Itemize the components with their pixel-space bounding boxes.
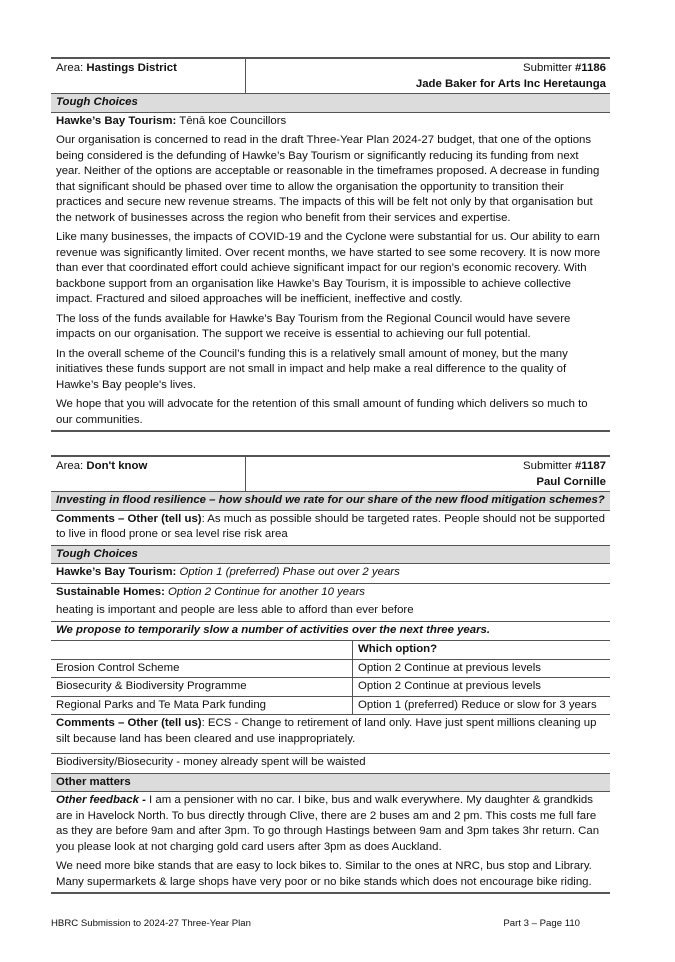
submitter-cell: Submitter #1187 Paul Cornille <box>523 460 606 488</box>
footer-title: HBRC Submission to 2024-27 Three-Year Plan <box>51 918 251 929</box>
other-feedback: Other feedback - I am a pensioner with no car. I bike, bus and walk everywhere. My daughter & grandkids are in Havelock North. To bus directly through Clive, there are 2 buses am and 2 pm. This costs me full fare as they are before 9am and after 3pm. To go through Hastings between 9am and 3pm takes 3hr return. Can you please look at not charging gold card users after 3pm as does Auckland. We need more bike stands that are easy to lock bikes to. Similar to the ones at NRC, bus stop and Library. Many supermarkets & large shops have very poor or no bike stands which does not encourage bike riding. <box>51 792 610 894</box>
paragraph: Our organisation is concerned to read in the draft Three-Year Plan 2024-27 budget, that one of the options being considered is the defunding of Hawke’s Bay Tourism or significantly reducing its funding from next year. Neither of the options are acceptable or reasonable in the timeframes proposed. A decrease in funding that significant should be phased over time to allow the organisation the opportunity to transition their practices and secure new revenue streams. The impacts of this will be felt not only by that organisation but the network of businesses across the region who benefit from their services and expertise. <box>56 134 600 224</box>
hbt-submission-text: Hawke’s Bay Tourism: Tēnā koe Councillors Our organisation is concerned to read in the draft Three-Year Plan 2024-27 budget, that one of the options being considered is the defunding of Hawke’s Bay Tourism or significantly reducing its funding from next year. Neither of the options are acceptable or reasonable in the timeframes proposed. A decrease in funding that significant should be phased over time to allow the organisation the opportunity to transition their practices and secure new revenue streams. The impacts of this will be felt not only by that organisation but the network of businesses across the region who benefit from their services and expertise. Like many businesses, the impacts of COVID-19 and the Cyclone were substantial for us. Our ability to earn revenue was significantly limited. Over recent months, we have started to see some recovery. It is now more than ever that coordinated effort could achieve significant impact for our region’s economic recovery. With backbone support from an organisation like Hawke’s Bay Tourism, it is impossible to achieve collective impact. Fractured and siloed approaches will be inefficient, ineffective and costly. The loss of the funds available for Hawke’s Bay Tourism from the Regional Council would have severe impacts on our organisation. The support we receive is essential to achieving our full potential. In the overall scheme of the Council’s funding this is a relatively small amount of money, but the many initiatives these funds support are not small in impact and help make a real difference to the quality of Hawke’s Bay people's lives. We hope that you will advocate for the retention of this small amount of funding which delivers so much to our communities. <box>51 113 610 433</box>
area-cell: Area: Hastings District <box>51 59 246 93</box>
table-row: Erosion Control Scheme Option 2 Continue at previous levels <box>51 660 610 679</box>
submitter-number: #1186 <box>574 62 606 74</box>
activities-comment: Comments – Other (tell us): ECS - Change to retirement of land only. Have just spent millions cleaning up silt because land has been cleared and use inappropriately. <box>51 715 610 754</box>
table-row: Biosecurity & Biodiversity Programme Option 2 Continue at previous levels <box>51 678 610 697</box>
paragraph: In the overall scheme of the Council’s funding this is a relatively small amount of money, but the many initiatives these funds support are not small in impact and help make a real difference to the quality of Hawke’s Bay people's lives. <box>56 347 568 391</box>
submitter-name: Paul Cornille <box>536 475 606 488</box>
area-cell: Area: Don't know <box>51 457 246 491</box>
area-value: Hastings District <box>86 62 177 74</box>
submission-header <box>51 57 610 94</box>
biodiversity-comment: Biodiversity/Biosecurity - money already spent will be waisted <box>51 754 610 774</box>
hbt-label: Hawke’s Bay Tourism: <box>56 114 177 127</box>
submitter-cell: Submitter #1186 Jade Baker for Arts Inc Heretaunga <box>415 62 606 90</box>
flood-comment: Comments – Other (tell us): As much as possible should be targeted rates. People should not be supported to live in flood prone or sea level rise risk area <box>51 511 610 546</box>
paragraph: Like many businesses, the impacts of COVID-19 and the Cyclone were substantial for us. Our ability to earn revenue was significantly limited. Over recent months, we have started to see some recovery. It is now more than ever that coordinated effort could achieve significant impact for our region’s economic recovery. With backbone support from an organisation like Hawke’s Bay Tourism, it is impossible to achieve collective impact. Fractured and siloed approaches will be inefficient, ineffective and costly. <box>56 231 601 305</box>
flood-resilience-heading: Investing in flood resilience – how should we rate for our share of the new flood mitigation schemes? <box>51 492 610 511</box>
submitter-name: Jade Baker for Arts Inc Heretaunga <box>415 77 606 90</box>
table-header-row <box>51 641 610 660</box>
submitter-number: #1187 <box>574 460 606 472</box>
area-value: Don't know <box>86 460 148 472</box>
paragraph: The loss of the funds available for Hawke’s Bay Tourism from the Regional Council would have severe impacts on our organisation. The support we receive is essential to achieving our full potential. <box>56 312 571 340</box>
sustainable-homes-comment: heating is important and people are less able to afford than ever before <box>51 602 610 622</box>
tough-choices-heading: Tough Choices <box>51 546 610 565</box>
hbt-choice: Hawke’s Bay Tourism: Option 1 (preferred) Phase out over 2 years <box>51 564 610 584</box>
sustainable-homes-choice: Sustainable Homes: Option 2 Continue for another 10 years <box>56 585 365 598</box>
paragraph: We hope that you will advocate for the retention of this small amount of funding which delivers so much to our communities. <box>56 398 588 426</box>
submission-header <box>51 455 610 492</box>
other-matters-heading: Other matters <box>51 774 610 793</box>
submission-1186 <box>51 57 610 432</box>
table-row: Regional Parks and Te Mata Park funding Option 1 (preferred) Reduce or slow for 3 years <box>51 697 610 716</box>
submission-1187 <box>51 455 610 894</box>
footer-page-number: Part 3 – Page 110 <box>503 918 580 929</box>
which-option-header: Which option? <box>358 643 438 655</box>
tough-choices-heading: Tough Choices <box>51 94 610 113</box>
slow-activities-heading: We propose to temporarily slow a number of activities over the next three years. <box>51 622 610 642</box>
